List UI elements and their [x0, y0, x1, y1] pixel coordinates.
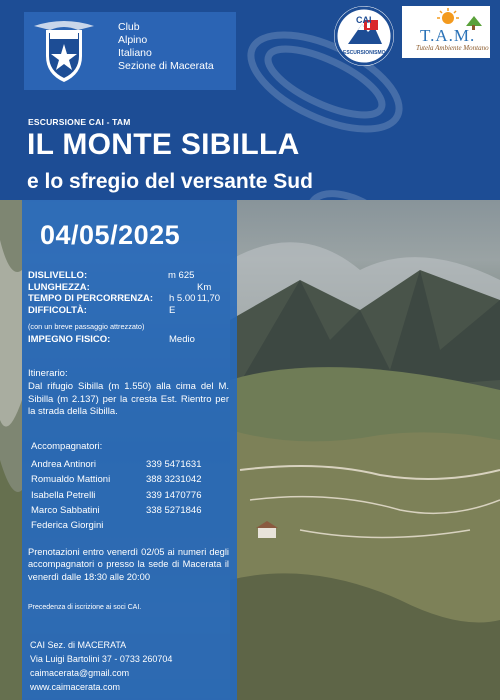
guide-name: Federica Giorgini [31, 520, 104, 532]
tam-letters: T.A.M. [420, 26, 476, 45]
guide-name: Isabella Petrelli [31, 489, 96, 501]
fact-label-difficulty: DIFFICOLTÀ: [28, 304, 87, 316]
website-link[interactable]: www.caimacerata.com [30, 682, 121, 692]
booking-text: Prenotazioni entro venerdì 02/05 ai numeri degli accompagnatori o presso la sede di Macerata il venerdì dalle 18:30 alle 20:00 [28, 547, 229, 582]
guides-title: Accompagnatori: [31, 441, 103, 452]
fact-value-elevation: m 625 [168, 270, 195, 281]
event-subtitle: e lo sfregio del versante Sud [27, 170, 313, 193]
guide-phone[interactable]: 339 1470776 [146, 489, 202, 501]
tam-tagline: Tutela Ambiente Montano [416, 44, 489, 52]
club-line-3: Italiano [118, 47, 152, 59]
fact-row [28, 334, 228, 346]
fact-row [28, 293, 228, 305]
difficulty-note: (con un breve passaggio attrezzato) [28, 322, 145, 331]
priority-note: Precedenza di iscrizione ai soci CAI. [28, 604, 142, 611]
fact-label-effort: IMPEGNO FISICO: [28, 334, 111, 345]
fact-value-effort: Medio [169, 334, 195, 345]
guide-row [31, 518, 231, 533]
itinerary-title: Itinerario: [28, 368, 68, 379]
club-name [118, 21, 214, 73]
club-line-2: Alpino [118, 34, 148, 46]
fact-value-difficulty: E [169, 304, 176, 316]
guide-phone[interactable]: 388 3231042 [146, 474, 202, 486]
contacts-block [30, 638, 172, 694]
fact-value-duration: h 5.00 [169, 293, 196, 304]
header-band [0, 0, 500, 200]
trip-facts [28, 270, 228, 316]
guide-row [31, 503, 231, 518]
event-title: IL MONTE SIBILLA [27, 128, 300, 161]
fact-row [28, 305, 228, 317]
guide-phone[interactable]: 339 5471631 [146, 459, 202, 470]
event-date: 04/05/2025 [40, 220, 181, 250]
svg-text:ESCURSIONISMO: ESCURSIONISMO [343, 50, 386, 56]
svg-text:CAI: CAI [356, 15, 372, 25]
fact-label-elevation: DISLIVELLO: [28, 270, 88, 281]
section-address: Via Luigi Bartolini 37 - 0733 260704 [30, 654, 173, 664]
fact-value-length: Km 11,70 [197, 281, 221, 304]
cai-eagle-logo [32, 16, 96, 84]
fact-label-length: LUNGHEZZA: [28, 281, 90, 293]
fact-row [28, 270, 228, 282]
club-line-4: Sezione di Macerata [118, 60, 214, 72]
club-line-1: Club [118, 21, 140, 33]
guide-name: Andrea Antinori [31, 459, 96, 470]
fact-label-duration: TEMPO DI PERCORRENZA: [28, 293, 154, 304]
guides-list [31, 457, 231, 533]
guide-name: Romualdo Mattioni [31, 474, 111, 486]
contact-email-link[interactable]: caimacerata@gmail.com [30, 668, 130, 678]
tam-logo [402, 6, 490, 58]
guide-name: Marco Sabbatini [31, 504, 100, 516]
effort-row [28, 334, 228, 346]
guide-row [31, 472, 231, 487]
guide-row [31, 488, 231, 503]
itinerary-text: Dal rifugio Sibilla (m 1.550) alla cima del M. Sibilla (m 2.137) per la cresta Est. Rientro per la strada della Sibilla. [28, 381, 229, 417]
guide-phone[interactable]: 338 5271846 [146, 504, 202, 516]
club-header-box [24, 12, 236, 90]
cai-escursionismo-logo [334, 6, 394, 66]
guide-row [31, 457, 231, 472]
event-kicker: ESCURSIONE CAI - TAM [28, 117, 131, 127]
section-name: CAI Sez. di MACERATA [30, 640, 127, 650]
